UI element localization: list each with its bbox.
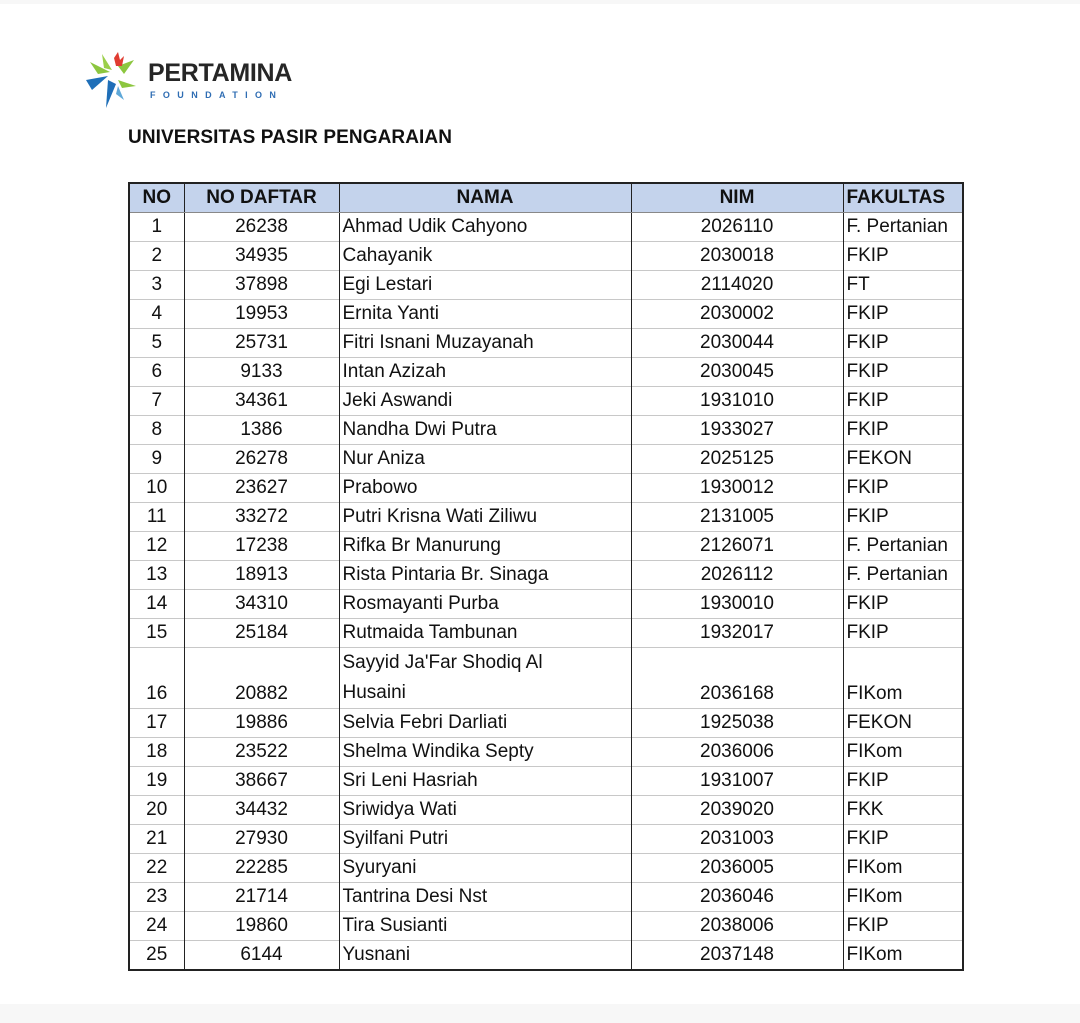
table-row <box>129 590 963 619</box>
cell-nim: 2030044 <box>631 329 843 358</box>
column-header-no: NO <box>129 183 184 213</box>
cell-nama: Tantrina Desi Nst <box>339 883 631 912</box>
column-header-nama: NAMA <box>339 183 631 213</box>
cell-nim: 1931007 <box>631 767 843 796</box>
cell-nim: 2030018 <box>631 242 843 271</box>
cell-nama: Egi Lestari <box>339 271 631 300</box>
cell-no-daftar: 34361 <box>184 387 339 416</box>
cell-no: 10 <box>129 474 184 503</box>
cell-fakultas: FIKom <box>843 854 963 883</box>
cell-nim: 2030002 <box>631 300 843 329</box>
cell-no-daftar: 27930 <box>184 825 339 854</box>
cell-nama: Selvia Febri Darliati <box>339 709 631 738</box>
cell-no-daftar: 23627 <box>184 474 339 503</box>
cell-no-daftar: 19886 <box>184 709 339 738</box>
cell-no-daftar: 9133 <box>184 358 339 387</box>
cell-no-daftar: 17238 <box>184 532 339 561</box>
table-row <box>129 445 963 474</box>
cell-nama: Syuryani <box>339 854 631 883</box>
cell-nama: Prabowo <box>339 474 631 503</box>
cell-nama: Nandha Dwi Putra <box>339 416 631 445</box>
cell-nim: 2030045 <box>631 358 843 387</box>
cell-nama: Rosmayanti Purba <box>339 590 631 619</box>
cell-nama <box>339 648 631 709</box>
cell-no: 13 <box>129 561 184 590</box>
cell-nim: 2036046 <box>631 883 843 912</box>
cell-nama: Shelma Windika Septy <box>339 738 631 767</box>
table-row <box>129 648 963 709</box>
table-row <box>129 474 963 503</box>
table-header-row <box>129 183 963 213</box>
cell-no: 1 <box>129 213 184 242</box>
pertamina-foundation-logo-icon <box>84 50 138 110</box>
cell-nim: 1931010 <box>631 387 843 416</box>
table-row <box>129 796 963 825</box>
cell-no: 18 <box>129 738 184 767</box>
cell-fakultas: F. Pertanian <box>843 561 963 590</box>
cell-no-daftar: 19953 <box>184 300 339 329</box>
cell-nama: Syilfani Putri <box>339 825 631 854</box>
university-title: UNIVERSITAS PASIR PENGARAIAN <box>128 127 453 148</box>
cell-fakultas: F. Pertanian <box>843 532 963 561</box>
cell-nama: Ahmad Udik Cahyono <box>339 213 631 242</box>
cell-nim: 2036168 <box>631 648 843 709</box>
cell-fakultas: FKIP <box>843 619 963 648</box>
cell-fakultas: FKIP <box>843 242 963 271</box>
cell-nim: 1925038 <box>631 709 843 738</box>
cell-no: 2 <box>129 242 184 271</box>
cell-fakultas: FIKom <box>843 941 963 971</box>
cell-fakultas: FKIP <box>843 590 963 619</box>
cell-nim: 2038006 <box>631 912 843 941</box>
cell-no: 15 <box>129 619 184 648</box>
table-row <box>129 941 963 971</box>
cell-fakultas: F. Pertanian <box>843 213 963 242</box>
cell-no-daftar: 34935 <box>184 242 339 271</box>
cell-no-daftar: 22285 <box>184 854 339 883</box>
cell-nim: 1930012 <box>631 474 843 503</box>
cell-fakultas: FKIP <box>843 825 963 854</box>
cell-nama: Sri Leni Hasriah <box>339 767 631 796</box>
cell-nim: 2026110 <box>631 213 843 242</box>
cell-no: 6 <box>129 358 184 387</box>
cell-fakultas: FKIP <box>843 912 963 941</box>
table-row <box>129 242 963 271</box>
cell-no: 25 <box>129 941 184 971</box>
cell-nama: Rifka Br Manurung <box>339 532 631 561</box>
table-row <box>129 300 963 329</box>
cell-no-daftar: 1386 <box>184 416 339 445</box>
cell-no: 16 <box>129 648 184 709</box>
cell-nim: 2037148 <box>631 941 843 971</box>
column-header-no-daftar: NO DAFTAR <box>184 183 339 213</box>
table-row <box>129 561 963 590</box>
cell-nama: Tira Susianti <box>339 912 631 941</box>
table-row <box>129 767 963 796</box>
table-row <box>129 271 963 300</box>
cell-nama: Putri Krisna Wati Ziliwu <box>339 503 631 532</box>
cell-no: 12 <box>129 532 184 561</box>
cell-fakultas: FKIP <box>843 358 963 387</box>
cell-no: 17 <box>129 709 184 738</box>
pertamina-foundation-logo <box>84 50 304 114</box>
cell-nama: Sriwidya Wati <box>339 796 631 825</box>
logo-wordmark: PERTAMINA <box>148 59 293 87</box>
cell-nama: Jeki Aswandi <box>339 387 631 416</box>
cell-nama: Rutmaida Tambunan <box>339 619 631 648</box>
cell-no-daftar: 38667 <box>184 767 339 796</box>
cell-no-daftar: 25184 <box>184 619 339 648</box>
cell-no-daftar: 19860 <box>184 912 339 941</box>
cell-no: 5 <box>129 329 184 358</box>
cell-no-daftar: 34310 <box>184 590 339 619</box>
table-row <box>129 503 963 532</box>
cell-no: 23 <box>129 883 184 912</box>
table-row <box>129 912 963 941</box>
cell-no: 7 <box>129 387 184 416</box>
table-row <box>129 709 963 738</box>
cell-nama: Ernita Yanti <box>339 300 631 329</box>
column-header-nim: NIM <box>631 183 843 213</box>
cell-no: 3 <box>129 271 184 300</box>
table-row <box>129 854 963 883</box>
student-roster-table <box>128 182 964 971</box>
cell-fakultas: FKIP <box>843 387 963 416</box>
table-row <box>129 825 963 854</box>
cell-nama: Nur Aniza <box>339 445 631 474</box>
cell-no-daftar: 33272 <box>184 503 339 532</box>
cell-nama-line: Sayyid Ja'Far Shodiq Al <box>342 652 543 673</box>
cell-fakultas: FIKom <box>843 883 963 912</box>
table-row <box>129 619 963 648</box>
cell-nim: 2126071 <box>631 532 843 561</box>
cell-nim: 1932017 <box>631 619 843 648</box>
cell-no-daftar: 6144 <box>184 941 339 971</box>
cell-no: 19 <box>129 767 184 796</box>
cell-no-daftar: 21714 <box>184 883 339 912</box>
logo-subtitle: FOUNDATION <box>150 90 284 100</box>
cell-no: 22 <box>129 854 184 883</box>
cell-fakultas: FKIP <box>843 767 963 796</box>
cell-fakultas: FT <box>843 271 963 300</box>
cell-nim: 2114020 <box>631 271 843 300</box>
table-row <box>129 358 963 387</box>
cell-no: 14 <box>129 590 184 619</box>
cell-nama-line: Husaini <box>342 682 406 703</box>
cell-fakultas: FKK <box>843 796 963 825</box>
table-row <box>129 883 963 912</box>
table-body <box>129 213 963 971</box>
cell-nim: 2025125 <box>631 445 843 474</box>
cell-fakultas: FKIP <box>843 300 963 329</box>
column-header-fakultas: FAKULTAS <box>843 183 963 213</box>
cell-no-daftar: 18913 <box>184 561 339 590</box>
cell-nama: Rista Pintaria Br. Sinaga <box>339 561 631 590</box>
cell-fakultas: FEKON <box>843 709 963 738</box>
cell-no-daftar: 26278 <box>184 445 339 474</box>
cell-fakultas: FKIP <box>843 474 963 503</box>
cell-no-daftar: 37898 <box>184 271 339 300</box>
cell-no: 4 <box>129 300 184 329</box>
cell-no-daftar: 26238 <box>184 213 339 242</box>
cell-no-daftar: 25731 <box>184 329 339 358</box>
cell-fakultas: FIKom <box>843 648 963 709</box>
cell-fakultas: FIKom <box>843 738 963 767</box>
cell-no: 24 <box>129 912 184 941</box>
document-page <box>0 4 1080 1004</box>
table-row <box>129 387 963 416</box>
cell-fakultas: FEKON <box>843 445 963 474</box>
table-row <box>129 329 963 358</box>
cell-nama: Fitri Isnani Muzayanah <box>339 329 631 358</box>
cell-no-daftar: 20882 <box>184 648 339 709</box>
cell-nim: 2131005 <box>631 503 843 532</box>
cell-no: 21 <box>129 825 184 854</box>
cell-no-daftar: 23522 <box>184 738 339 767</box>
cell-nim: 1930010 <box>631 590 843 619</box>
cell-fakultas: FKIP <box>843 329 963 358</box>
cell-no: 8 <box>129 416 184 445</box>
cell-nim: 1933027 <box>631 416 843 445</box>
cell-fakultas: FKIP <box>843 503 963 532</box>
cell-no-daftar: 34432 <box>184 796 339 825</box>
table-row <box>129 532 963 561</box>
cell-nama: Intan Azizah <box>339 358 631 387</box>
table-row <box>129 416 963 445</box>
cell-no: 9 <box>129 445 184 474</box>
cell-fakultas: FKIP <box>843 416 963 445</box>
cell-no: 11 <box>129 503 184 532</box>
cell-nim: 2036005 <box>631 854 843 883</box>
table-row <box>129 213 963 242</box>
cell-nim: 2026112 <box>631 561 843 590</box>
cell-no: 20 <box>129 796 184 825</box>
table-row <box>129 738 963 767</box>
cell-nama: Cahayanik <box>339 242 631 271</box>
cell-nama: Yusnani <box>339 941 631 971</box>
cell-nim: 2036006 <box>631 738 843 767</box>
cell-nim: 2039020 <box>631 796 843 825</box>
cell-nim: 2031003 <box>631 825 843 854</box>
